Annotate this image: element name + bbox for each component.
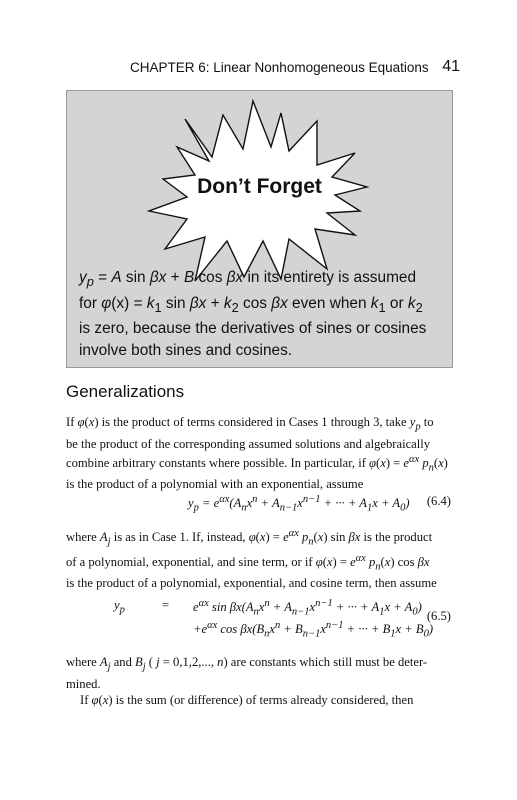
equation-6-4-expression: $y_p = e^{\alpha x}(A_nx^n + A_{n-1}x^{n-1}$ + ··· + $A_1x + A_0$)	[188, 494, 410, 514]
page-number: 41	[442, 58, 460, 75]
callout-body	[79, 267, 445, 361]
chapter-title: CHAPTER 6: Linear Nonhomogeneous Equations	[130, 60, 429, 75]
paragraph-3-line-2: mined.	[66, 676, 101, 691]
paragraph-1-line-3: combine arbitrary constants where possible. In particular, if $\varphi(x) = e^{\alpha x}$ $p_n(x)$	[66, 453, 448, 474]
equation-6-5-equals: =	[162, 598, 170, 612]
paragraph-1-line-2: be the product of the corresponding assumed solutions and algebraically	[66, 436, 431, 451]
callout-line-3: is zero, because the derivatives of sines or cosines	[79, 320, 427, 338]
paragraph-2-line-1: where $A_j$ is as in Case 1. If, instead, $\varphi(x) = e^{\alpha x}$ $p_n(x)$ sin βx is the product	[66, 528, 433, 548]
paragraph-2-line-3: is the product of a polynomial, exponential, and cosine term, then assume	[66, 576, 437, 591]
equation-6-5-lhs: $y_p$	[114, 598, 125, 616]
equation-6-5-line-2: $+e^{\alpha x}$ $\cos \beta x(B_nx^n + B_{n-1}x^{n-1}$ + ··· + $B_1x + B_0$)	[193, 620, 434, 640]
section-heading: Generalizations	[66, 382, 185, 401]
paragraph-2	[66, 526, 451, 591]
paragraph-3-line-3: If φ(x) is the sum (or difference) of terms already considered, then	[80, 692, 414, 707]
callout-line-1: $y_p = A$ sin βx + B cos βx in its entirety is assumed	[79, 269, 417, 290]
dont-forget-callout	[66, 90, 453, 368]
running-header	[130, 60, 460, 75]
equation-6-4	[66, 494, 451, 514]
paragraph-1	[66, 414, 451, 492]
callout-line-4: involve both sines and cosines.	[79, 341, 293, 359]
equation-6-5-line-1: $e^{\alpha x}$ $\sin \beta x(A_nx^n + A_{n-1}x^{n-1}$ + ··· + $A_1x + A_0$)	[193, 598, 422, 618]
paragraph-1-line-4: is the product of a polynomial with an exponential, assume	[66, 477, 364, 492]
equation-6-5	[66, 598, 451, 644]
paragraph-1-line-1: If φ(x) is the product of terms considered in Cases 1 through 3, take $y_p$ to	[66, 415, 434, 433]
paragraph-3	[66, 654, 451, 708]
paragraph-3-line-1: where $A_j$ and $B_j$ ( j = 0,1,2,..., n) are constants which still must be deter-	[66, 655, 428, 673]
equation-6-5-number: (6.5)	[426, 609, 451, 623]
paragraph-2-line-2: of a polynomial, exponential, and sine term, or if $\varphi(x) = e^{\alpha x}$ $p_n(x)$ cos βx	[66, 552, 430, 573]
callout-title: Don’t Forget	[197, 175, 322, 198]
equation-6-4-number: (6.4)	[426, 494, 451, 508]
callout-line-2: for $\varphi(x) = k_1$ $\sin \beta x + k_2$ cos βx even when $k_1$ or $k_2$	[79, 294, 423, 315]
